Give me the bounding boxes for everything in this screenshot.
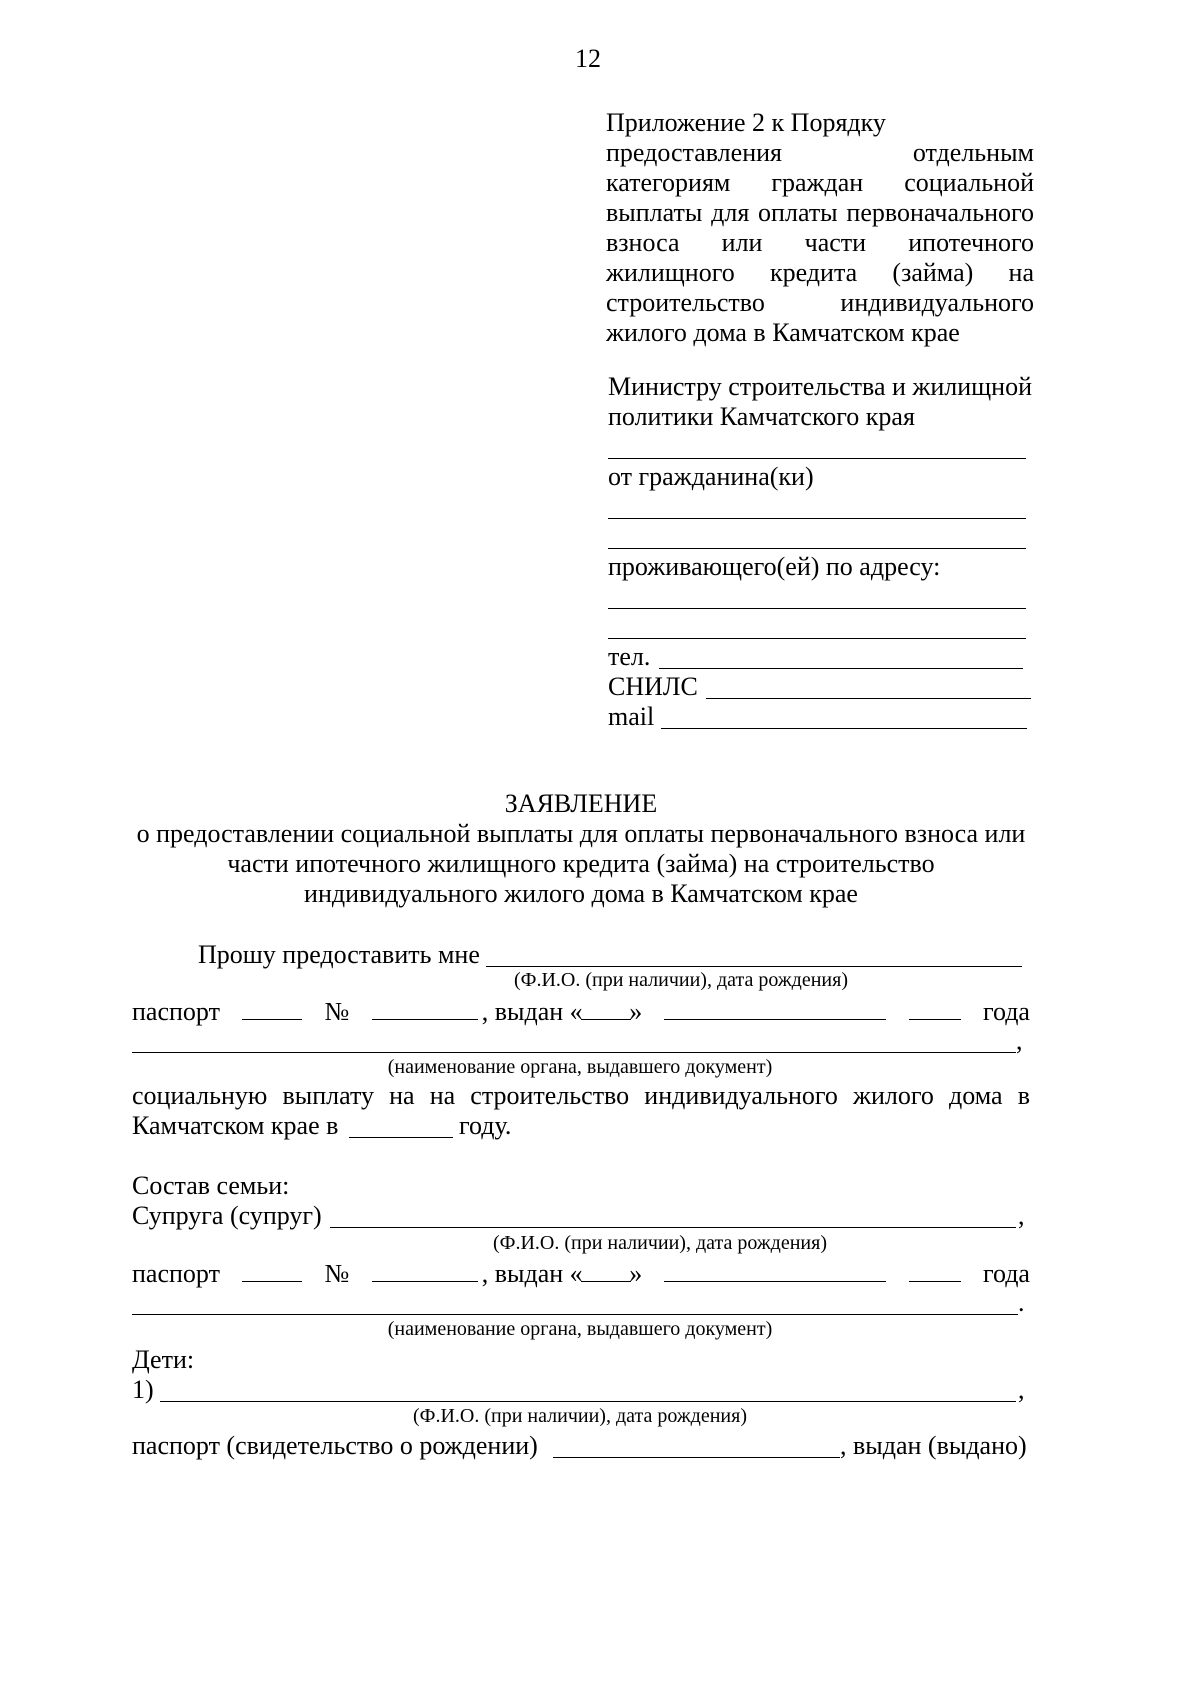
appendix-line: строительство индивидуального xyxy=(606,288,1034,317)
issue-month-field[interactable] xyxy=(664,1257,886,1282)
issue-year-field[interactable] xyxy=(909,995,961,1020)
citizen-name-line-2[interactable] xyxy=(608,548,1026,549)
from-citizen-label: от гражданина(ки) xyxy=(608,462,814,491)
appendix-block xyxy=(606,107,1034,347)
payment-line-2-start: Камчатском крае в xyxy=(132,1111,339,1140)
fio-caption: (Ф.И.О. (при наличии), дата рождения) xyxy=(412,1405,747,1427)
child-passport-label: паспорт (свидетельство о рождении) xyxy=(132,1431,538,1460)
comma: , xyxy=(1018,1375,1025,1404)
organ-caption: (наименование органа, выдавшего документ) xyxy=(387,1056,773,1078)
number-sign: № xyxy=(324,1259,350,1288)
issued-label: , выдан « xyxy=(481,1259,583,1288)
snils-field[interactable] xyxy=(706,698,1031,699)
number-sign: № xyxy=(324,997,350,1026)
spouse-passport-row xyxy=(132,1257,1030,1290)
spouse-issuing-organ-field[interactable] xyxy=(132,1314,1018,1315)
passport-label: паспорт xyxy=(132,997,220,1026)
tel-label: тел. xyxy=(608,642,651,671)
comma: , xyxy=(1018,1201,1025,1230)
address-line-2[interactable] xyxy=(608,638,1026,639)
spouse-fio-field[interactable] xyxy=(330,1227,1016,1228)
appendix-line: Приложение 2 к Порядку xyxy=(606,108,886,137)
title-line-2: части ипотечного жилищного кредита (займа) на строительство xyxy=(227,849,935,878)
quote-close: » xyxy=(629,1259,643,1288)
passport-series-field[interactable] xyxy=(242,995,302,1020)
passport-row xyxy=(132,995,1030,1028)
issue-year-field[interactable] xyxy=(909,1257,961,1282)
payment-line-2-end: году. xyxy=(459,1111,512,1140)
payment-line-1: социальную выплату на на строительство индивидуального жилого дома в xyxy=(132,1081,1030,1110)
comma: , xyxy=(1016,1026,1023,1055)
issue-day-field[interactable] xyxy=(581,995,631,1020)
mail-field[interactable] xyxy=(661,728,1027,729)
title-line-3: индивидуального жилого дома в Камчатском крае xyxy=(304,879,858,908)
addressee-line-1: Министру строительства и жилищной xyxy=(608,372,1033,401)
appendix-line: предоставления отдельным xyxy=(606,138,1034,167)
family-label: Состав семьи: xyxy=(132,1171,290,1200)
child-1-number: 1) xyxy=(132,1375,154,1404)
issue-month-field[interactable] xyxy=(664,995,886,1020)
organ-caption: (наименование органа, выдавшего документ) xyxy=(387,1318,773,1340)
document-title: ЗАЯВЛЕНИЕ xyxy=(504,789,658,818)
issued-label: , выдан « xyxy=(481,997,583,1026)
request-label: Прошу предоставить мне xyxy=(198,940,480,969)
appendix-line: жилищного кредита (займа) на xyxy=(606,258,1034,287)
fio-caption: (Ф.И.О. (при наличии), дата рождения) xyxy=(513,969,848,991)
passport-number-field[interactable] xyxy=(372,995,478,1020)
citizen-name-line[interactable] xyxy=(608,518,1026,519)
children-label: Дети: xyxy=(132,1345,195,1374)
passport-number-field[interactable] xyxy=(372,1257,478,1282)
issue-day-field[interactable] xyxy=(581,1257,631,1282)
passport-label: паспорт xyxy=(132,1259,220,1288)
address-line-1[interactable] xyxy=(608,608,1026,609)
addressee-line-2: политики Камчатского края xyxy=(608,402,915,431)
quote-close: » xyxy=(629,997,643,1026)
address-label: проживающего(ей) по адресу: xyxy=(608,552,941,581)
appendix-line: категориям граждан социальной xyxy=(606,168,1034,197)
applicant-fio-field[interactable] xyxy=(486,966,1022,967)
year-label: года xyxy=(982,997,1030,1026)
title-line-1: о предоставлении социальной выплаты для оплаты первоначального взноса или xyxy=(136,819,1026,848)
child-document-field[interactable] xyxy=(553,1457,840,1458)
fio-caption: (Ф.И.О. (при наличии), дата рождения) xyxy=(492,1232,827,1254)
payment-year-field[interactable] xyxy=(349,1137,453,1138)
tel-field[interactable] xyxy=(659,668,1023,669)
appendix-line: выплаты для оплаты первоначального xyxy=(606,198,1034,227)
appendix-line: взноса или части ипотечного xyxy=(606,228,1034,257)
mail-label: mail xyxy=(608,702,655,731)
appendix-line: жилого дома в Камчатском крае xyxy=(606,318,960,347)
page-number: 12 xyxy=(575,44,601,73)
spouse-label: Супруга (супруг) xyxy=(132,1201,322,1230)
child-1-fio-field[interactable] xyxy=(160,1401,1016,1402)
year-label: года xyxy=(982,1259,1030,1288)
period: . xyxy=(1018,1288,1025,1317)
issuing-organ-field[interactable] xyxy=(132,1052,1016,1053)
passport-series-field[interactable] xyxy=(242,1257,302,1282)
snils-label: СНИЛС xyxy=(608,672,698,701)
addressee-blank-line[interactable] xyxy=(608,458,1026,459)
child-issued-label: , выдан (выдано) xyxy=(840,1431,1027,1460)
